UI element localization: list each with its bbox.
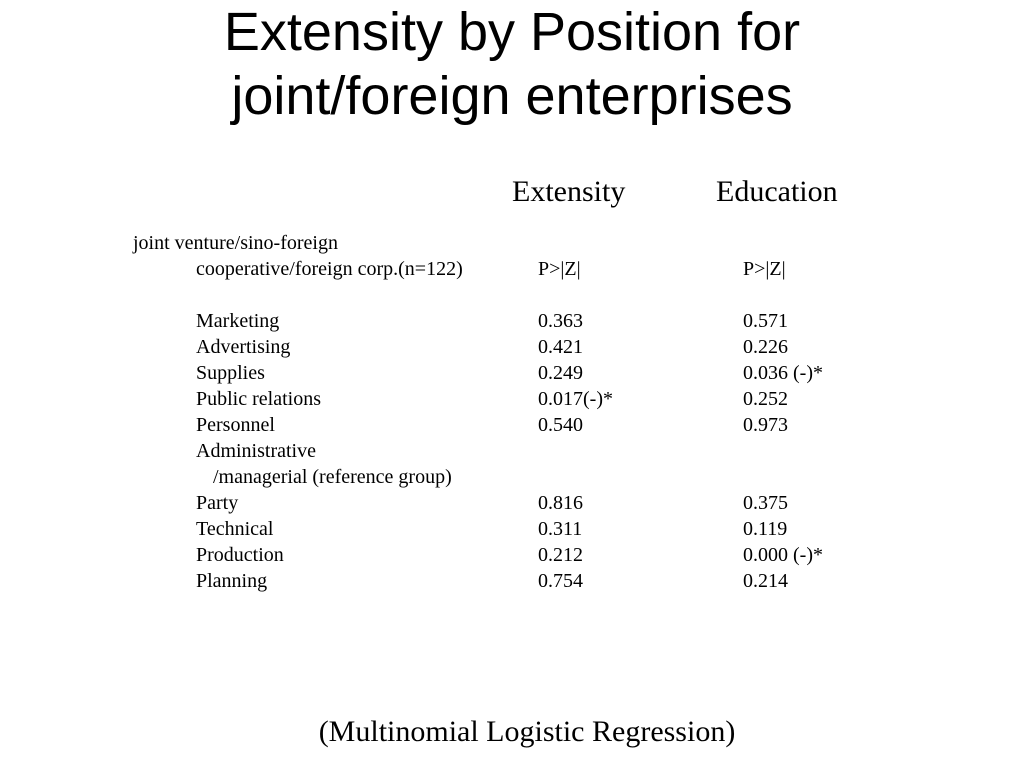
education-stat-header: P>|Z|	[743, 258, 786, 280]
column-header-education: Education	[716, 175, 838, 208]
extensity-value: 0.212	[538, 544, 583, 566]
row-label: Party	[196, 492, 239, 514]
extensity-value: 0.311	[538, 518, 583, 540]
slide-title-line-2: joint/foreign enterprises	[231, 66, 793, 126]
education-value: 0.252	[743, 388, 788, 410]
education-value: 0.036 (-)*	[743, 362, 823, 384]
row-label: Planning	[196, 570, 268, 592]
extensity-value: 0.421	[538, 336, 583, 358]
footer-note: (Multinomial Logistic Regression)	[318, 715, 736, 748]
education-value: 0.973	[743, 414, 788, 436]
slide-title	[0, 0, 1024, 128]
group-label-line-1: joint venture/sino-foreign	[133, 232, 338, 254]
extensity-value: 0.816	[538, 492, 583, 514]
education-value: 0.119	[743, 518, 788, 540]
extensity-value: 0.017(-)*	[538, 388, 613, 410]
education-value: 0.375	[743, 492, 788, 514]
row-label: Advertising	[196, 336, 291, 358]
education-value: 0.571	[743, 310, 788, 332]
row-label: Personnel	[196, 414, 275, 436]
row-label: Supplies	[196, 362, 265, 384]
extensity-value: 0.249	[538, 362, 583, 384]
extensity-value: 0.540	[538, 414, 583, 436]
row-label: Production	[196, 544, 284, 566]
extensity-stat-header: P>|Z|	[538, 258, 581, 280]
group-label-line-2: cooperative/foreign corp.(n=122)	[196, 258, 463, 280]
slide-title-line-1: Extensity by Position for	[223, 2, 801, 62]
row-label: /managerial (reference group)	[213, 466, 452, 488]
column-header-extensity: Extensity	[512, 175, 626, 208]
row-label: Marketing	[196, 310, 280, 332]
row-label: Public relations	[196, 388, 321, 410]
education-value: 0.214	[743, 570, 788, 592]
extensity-value: 0.363	[538, 310, 583, 332]
row-label: Technical	[196, 518, 274, 540]
extensity-value: 0.754	[538, 570, 583, 592]
education-value: 0.226	[743, 336, 788, 358]
row-label: Administrative	[196, 440, 316, 462]
education-value: 0.000 (-)*	[743, 544, 823, 566]
